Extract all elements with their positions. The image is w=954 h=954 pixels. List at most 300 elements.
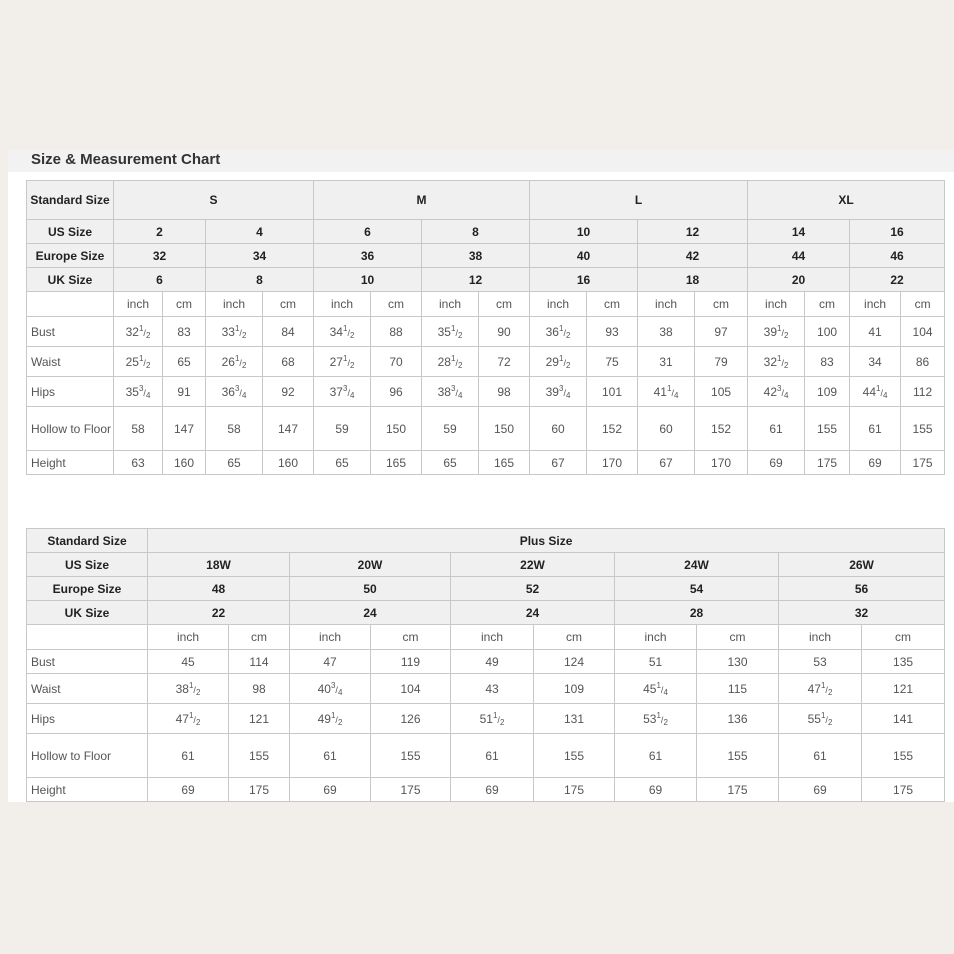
measurement-row bbox=[27, 778, 945, 802]
value-fraction: $^1/_4$ bbox=[656, 680, 668, 697]
europe-size-label: Europe Size bbox=[27, 577, 148, 601]
unit-row-empty bbox=[27, 292, 114, 317]
value-cm: 152 bbox=[587, 407, 638, 451]
uk-size-cell: 24 bbox=[451, 601, 615, 625]
uk-size-row bbox=[27, 268, 945, 292]
standard-size-header: Standard Size bbox=[27, 181, 114, 220]
group-row bbox=[27, 529, 945, 553]
value-fraction: $^1/_4$ bbox=[876, 383, 888, 400]
value-cm: 97 bbox=[695, 317, 748, 347]
europe-size-cell: 42 bbox=[638, 244, 748, 268]
value-cm: 155 bbox=[901, 407, 945, 451]
value-inch bbox=[290, 704, 371, 734]
unit-inch: inch bbox=[850, 292, 901, 317]
value-inch bbox=[290, 674, 371, 704]
us-size-label: US Size bbox=[27, 553, 148, 577]
value-cm: 126 bbox=[371, 704, 451, 734]
unit-cm: cm bbox=[479, 292, 530, 317]
unit-cm: cm bbox=[534, 625, 615, 650]
uk-size-cell: 24 bbox=[290, 601, 451, 625]
measurement-label: Bust bbox=[27, 317, 114, 347]
value-whole: 38 bbox=[175, 681, 189, 696]
value-inch: 47 bbox=[290, 650, 371, 674]
value-inch: 61 bbox=[451, 734, 534, 778]
us-size-cell: 14 bbox=[748, 220, 850, 244]
value-inch: 43 bbox=[451, 674, 534, 704]
value-whole: 40 bbox=[317, 681, 331, 696]
group-header-xl: XL bbox=[748, 181, 945, 220]
value-inch: 61 bbox=[748, 407, 805, 451]
value-cm: 104 bbox=[371, 674, 451, 704]
value-inch bbox=[422, 377, 479, 407]
value-whole: 26 bbox=[221, 354, 235, 369]
value-cm: 93 bbox=[587, 317, 638, 347]
uk-size-row bbox=[27, 601, 945, 625]
value-cm: 98 bbox=[229, 674, 290, 704]
value-whole: 47 bbox=[175, 711, 189, 726]
value-inch: 61 bbox=[148, 734, 229, 778]
us-size-cell: 24W bbox=[615, 553, 779, 577]
value-whole: 34 bbox=[329, 324, 343, 339]
value-cm: 88 bbox=[371, 317, 422, 347]
measurement-row bbox=[27, 377, 945, 407]
value-cm: 175 bbox=[805, 451, 850, 475]
unit-cm: cm bbox=[697, 625, 779, 650]
europe-size-cell: 38 bbox=[422, 244, 530, 268]
value-cm: 152 bbox=[695, 407, 748, 451]
value-whole: 32 bbox=[125, 324, 139, 339]
value-cm: 65 bbox=[163, 347, 206, 377]
value-fraction: $^3/_4$ bbox=[138, 383, 151, 400]
unit-cm: cm bbox=[587, 292, 638, 317]
value-cm: 86 bbox=[901, 347, 945, 377]
value-cm: 100 bbox=[805, 317, 850, 347]
value-inch: 69 bbox=[615, 778, 697, 802]
value-cm: 147 bbox=[263, 407, 314, 451]
value-fraction: $^1/_2$ bbox=[138, 323, 151, 340]
value-fraction: $^1/_4$ bbox=[666, 383, 679, 400]
value-whole: 53 bbox=[643, 711, 657, 726]
value-cm: 70 bbox=[371, 347, 422, 377]
measurement-row bbox=[27, 317, 945, 347]
uk-size-cell: 22 bbox=[148, 601, 290, 625]
us-size-cell: 26W bbox=[779, 553, 945, 577]
measurement-label: Hollow to Floor bbox=[27, 734, 148, 778]
us-size-cell: 10 bbox=[530, 220, 638, 244]
uk-size-label: UK Size bbox=[27, 601, 148, 625]
value-inch bbox=[779, 674, 862, 704]
measurement-row bbox=[27, 407, 945, 451]
unit-inch: inch bbox=[314, 292, 371, 317]
value-inch bbox=[748, 377, 805, 407]
europe-size-cell: 40 bbox=[530, 244, 638, 268]
measurement-row bbox=[27, 347, 945, 377]
uk-size-cell: 6 bbox=[114, 268, 206, 292]
value-whole: 32 bbox=[763, 354, 778, 369]
value-cm: 91 bbox=[163, 377, 206, 407]
value-inch bbox=[748, 347, 805, 377]
unit-row-empty bbox=[27, 625, 148, 650]
value-inch: 61 bbox=[779, 734, 862, 778]
uk-size-cell: 12 bbox=[422, 268, 530, 292]
value-cm: 72 bbox=[479, 347, 530, 377]
value-whole: 36 bbox=[221, 384, 235, 399]
value-inch: 69 bbox=[148, 778, 229, 802]
us-size-cell: 8 bbox=[422, 220, 530, 244]
unit-cm: cm bbox=[163, 292, 206, 317]
value-inch bbox=[314, 347, 371, 377]
unit-cm: cm bbox=[371, 625, 451, 650]
europe-size-cell: 54 bbox=[615, 577, 779, 601]
measurement-label: Waist bbox=[27, 674, 148, 704]
value-inch bbox=[314, 317, 371, 347]
value-cm: 175 bbox=[862, 778, 945, 802]
value-fraction: $^1/_2$ bbox=[342, 353, 355, 370]
value-inch bbox=[530, 377, 587, 407]
size-table-standard bbox=[26, 180, 945, 475]
unit-cm: cm bbox=[862, 625, 945, 650]
value-whole: 35 bbox=[437, 324, 451, 339]
value-whole: 27 bbox=[329, 354, 343, 369]
value-inch: 65 bbox=[422, 451, 479, 475]
value-inch bbox=[530, 317, 587, 347]
value-inch: 59 bbox=[314, 407, 371, 451]
measurement-label: Height bbox=[27, 451, 114, 475]
value-cm: 155 bbox=[534, 734, 615, 778]
value-cm: 79 bbox=[695, 347, 748, 377]
value-inch: 61 bbox=[615, 734, 697, 778]
uk-size-cell: 32 bbox=[779, 601, 945, 625]
unit-inch: inch bbox=[530, 292, 587, 317]
value-cm: 170 bbox=[695, 451, 748, 475]
value-cm: 109 bbox=[805, 377, 850, 407]
us-size-label: US Size bbox=[27, 220, 114, 244]
europe-size-cell: 50 bbox=[290, 577, 451, 601]
value-cm: 155 bbox=[229, 734, 290, 778]
unit-cm: cm bbox=[901, 292, 945, 317]
value-whole: 28 bbox=[437, 354, 451, 369]
value-cm: 136 bbox=[697, 704, 779, 734]
value-inch bbox=[114, 377, 163, 407]
europe-size-cell: 32 bbox=[114, 244, 206, 268]
value-fraction: $^1/_2$ bbox=[450, 323, 463, 340]
europe-size-row bbox=[27, 244, 945, 268]
value-cm: 112 bbox=[901, 377, 945, 407]
us-size-row bbox=[27, 553, 945, 577]
size-table-plus bbox=[26, 528, 945, 802]
value-cm: 83 bbox=[805, 347, 850, 377]
europe-size-cell: 46 bbox=[850, 244, 945, 268]
unit-inch: inch bbox=[638, 292, 695, 317]
us-size-cell: 18W bbox=[148, 553, 290, 577]
unit-inch: inch bbox=[114, 292, 163, 317]
us-size-cell: 20W bbox=[290, 553, 451, 577]
value-fraction: $^1/_2$ bbox=[188, 710, 201, 727]
value-inch bbox=[314, 377, 371, 407]
value-whole: 45 bbox=[643, 681, 657, 696]
measurement-row bbox=[27, 674, 945, 704]
value-whole: 39 bbox=[545, 384, 559, 399]
value-fraction: $^1/_2$ bbox=[820, 680, 833, 697]
value-cm: 115 bbox=[697, 674, 779, 704]
value-cm: 141 bbox=[862, 704, 945, 734]
group-header-m: M bbox=[314, 181, 530, 220]
measurement-label: Hips bbox=[27, 704, 148, 734]
measurement-label: Waist bbox=[27, 347, 114, 377]
unit-row bbox=[27, 292, 945, 317]
uk-size-cell: 28 bbox=[615, 601, 779, 625]
value-whole: 38 bbox=[437, 384, 451, 399]
page-title: Size & Measurement Chart bbox=[31, 151, 221, 168]
value-fraction: $^3/_4$ bbox=[558, 383, 571, 400]
value-inch bbox=[615, 674, 697, 704]
value-inch: 69 bbox=[850, 451, 901, 475]
value-inch: 65 bbox=[314, 451, 371, 475]
value-fraction: $^1/_2$ bbox=[558, 323, 571, 340]
value-cm: 165 bbox=[371, 451, 422, 475]
value-cm: 155 bbox=[371, 734, 451, 778]
unit-inch: inch bbox=[451, 625, 534, 650]
value-inch: 65 bbox=[206, 451, 263, 475]
measurement-rows bbox=[27, 650, 945, 802]
europe-size-cell: 48 bbox=[148, 577, 290, 601]
value-cm: 155 bbox=[697, 734, 779, 778]
value-fraction: $^1/_2$ bbox=[656, 710, 668, 727]
value-cm: 124 bbox=[534, 650, 615, 674]
europe-size-cell: 34 bbox=[206, 244, 314, 268]
uk-size-cell: 16 bbox=[530, 268, 638, 292]
unit-inch: inch bbox=[779, 625, 862, 650]
value-cm: 155 bbox=[862, 734, 945, 778]
value-fraction: $^1/_2$ bbox=[492, 710, 505, 727]
value-cm: 150 bbox=[479, 407, 530, 451]
measurement-label: Height bbox=[27, 778, 148, 802]
value-whole: 49 bbox=[317, 711, 331, 726]
europe-size-cell: 44 bbox=[748, 244, 850, 268]
value-fraction: $^1/_2$ bbox=[342, 323, 355, 340]
value-cm: 155 bbox=[805, 407, 850, 451]
value-inch: 61 bbox=[850, 407, 901, 451]
value-cm: 130 bbox=[697, 650, 779, 674]
unit-inch: inch bbox=[206, 292, 263, 317]
us-size-row bbox=[27, 220, 945, 244]
value-inch: 67 bbox=[530, 451, 587, 475]
unit-inch: inch bbox=[748, 292, 805, 317]
measurement-row bbox=[27, 704, 945, 734]
value-cm: 165 bbox=[479, 451, 530, 475]
value-inch: 69 bbox=[451, 778, 534, 802]
value-fraction: $^3/_4$ bbox=[330, 680, 343, 697]
value-cm: 84 bbox=[263, 317, 314, 347]
value-fraction: $^1/_2$ bbox=[234, 323, 247, 340]
value-inch bbox=[148, 674, 229, 704]
us-size-cell: 12 bbox=[638, 220, 748, 244]
value-whole: 41 bbox=[653, 384, 667, 399]
unit-row bbox=[27, 625, 945, 650]
europe-size-cell: 56 bbox=[779, 577, 945, 601]
europe-size-cell: 52 bbox=[451, 577, 615, 601]
measurement-rows bbox=[27, 317, 945, 475]
value-inch bbox=[451, 704, 534, 734]
value-cm: 135 bbox=[862, 650, 945, 674]
measurement-row bbox=[27, 650, 945, 674]
value-inch: 60 bbox=[530, 407, 587, 451]
value-fraction: $^1/_2$ bbox=[450, 353, 463, 370]
group-header-plus: Plus Size bbox=[148, 529, 945, 553]
value-cm: 98 bbox=[479, 377, 530, 407]
group-row bbox=[27, 181, 945, 220]
standard-size-header: Standard Size bbox=[27, 529, 148, 553]
value-whole: 29 bbox=[545, 354, 559, 369]
value-inch: 60 bbox=[638, 407, 695, 451]
uk-size-cell: 22 bbox=[850, 268, 945, 292]
value-inch: 69 bbox=[290, 778, 371, 802]
value-fraction: $^1/_2$ bbox=[777, 323, 789, 340]
value-inch bbox=[779, 704, 862, 734]
value-cm: 175 bbox=[229, 778, 290, 802]
unit-cm: cm bbox=[263, 292, 314, 317]
value-inch bbox=[422, 347, 479, 377]
value-cm: 75 bbox=[587, 347, 638, 377]
unit-inch: inch bbox=[615, 625, 697, 650]
value-whole: 37 bbox=[329, 384, 343, 399]
value-inch bbox=[615, 704, 697, 734]
value-whole: 55 bbox=[807, 711, 821, 726]
value-inch: 31 bbox=[638, 347, 695, 377]
us-size-cell: 22W bbox=[451, 553, 615, 577]
value-inch bbox=[206, 377, 263, 407]
group-header-s: S bbox=[114, 181, 314, 220]
value-cm: 83 bbox=[163, 317, 206, 347]
value-fraction: $^3/_4$ bbox=[234, 383, 247, 400]
uk-size-label: UK Size bbox=[27, 268, 114, 292]
value-cm: 92 bbox=[263, 377, 314, 407]
value-whole: 25 bbox=[125, 354, 139, 369]
us-size-cell: 4 bbox=[206, 220, 314, 244]
value-inch: 59 bbox=[422, 407, 479, 451]
value-cm: 68 bbox=[263, 347, 314, 377]
value-inch: 45 bbox=[148, 650, 229, 674]
value-fraction: $^1/_2$ bbox=[777, 353, 789, 370]
measurement-label: Hollow to Floor bbox=[27, 407, 114, 451]
value-whole: 33 bbox=[221, 324, 235, 339]
uk-size-cell: 18 bbox=[638, 268, 748, 292]
value-fraction: $^3/_4$ bbox=[777, 383, 789, 400]
value-inch bbox=[530, 347, 587, 377]
unit-cm: cm bbox=[805, 292, 850, 317]
group-header-l: L bbox=[530, 181, 748, 220]
uk-size-cell: 10 bbox=[314, 268, 422, 292]
value-inch: 63 bbox=[114, 451, 163, 475]
value-cm: 90 bbox=[479, 317, 530, 347]
value-cm: 121 bbox=[229, 704, 290, 734]
us-size-cell: 6 bbox=[314, 220, 422, 244]
us-size-cell: 2 bbox=[114, 220, 206, 244]
value-inch bbox=[422, 317, 479, 347]
measurement-label: Bust bbox=[27, 650, 148, 674]
value-inch: 61 bbox=[290, 734, 371, 778]
value-inch: 69 bbox=[779, 778, 862, 802]
value-cm: 175 bbox=[534, 778, 615, 802]
value-whole: 35 bbox=[125, 384, 139, 399]
value-cm: 96 bbox=[371, 377, 422, 407]
value-cm: 175 bbox=[371, 778, 451, 802]
value-inch: 41 bbox=[850, 317, 901, 347]
value-fraction: $^1/_2$ bbox=[188, 680, 201, 697]
value-cm: 147 bbox=[163, 407, 206, 451]
value-fraction: $^3/_4$ bbox=[342, 383, 355, 400]
value-inch: 53 bbox=[779, 650, 862, 674]
value-fraction: $^3/_4$ bbox=[450, 383, 463, 400]
value-fraction: $^1/_2$ bbox=[138, 353, 151, 370]
value-inch: 51 bbox=[615, 650, 697, 674]
value-inch: 69 bbox=[748, 451, 805, 475]
value-cm: 150 bbox=[371, 407, 422, 451]
unit-inch: inch bbox=[148, 625, 229, 650]
value-whole: 47 bbox=[807, 681, 821, 696]
value-cm: 131 bbox=[534, 704, 615, 734]
value-inch bbox=[114, 347, 163, 377]
measurement-row bbox=[27, 734, 945, 778]
value-inch bbox=[748, 317, 805, 347]
value-whole: 39 bbox=[763, 324, 778, 339]
value-cm: 160 bbox=[263, 451, 314, 475]
value-inch: 58 bbox=[206, 407, 263, 451]
value-cm: 170 bbox=[587, 451, 638, 475]
value-inch bbox=[850, 377, 901, 407]
measurement-label: Hips bbox=[27, 377, 114, 407]
unit-inch: inch bbox=[290, 625, 371, 650]
value-inch bbox=[206, 317, 263, 347]
value-inch: 38 bbox=[638, 317, 695, 347]
value-fraction: $^1/_2$ bbox=[558, 353, 571, 370]
unit-inch: inch bbox=[422, 292, 479, 317]
value-inch bbox=[638, 377, 695, 407]
value-inch: 49 bbox=[451, 650, 534, 674]
value-fraction: $^1/_2$ bbox=[234, 353, 247, 370]
europe-size-row bbox=[27, 577, 945, 601]
value-cm: 104 bbox=[901, 317, 945, 347]
value-cm: 109 bbox=[534, 674, 615, 704]
value-cm: 101 bbox=[587, 377, 638, 407]
us-size-cell: 16 bbox=[850, 220, 945, 244]
value-cm: 119 bbox=[371, 650, 451, 674]
unit-cm: cm bbox=[229, 625, 290, 650]
unit-cm: cm bbox=[695, 292, 748, 317]
uk-size-cell: 20 bbox=[748, 268, 850, 292]
value-inch bbox=[148, 704, 229, 734]
value-inch: 34 bbox=[850, 347, 901, 377]
value-whole: 51 bbox=[479, 711, 493, 726]
value-whole: 36 bbox=[545, 324, 559, 339]
value-whole: 44 bbox=[862, 384, 877, 399]
value-cm: 160 bbox=[163, 451, 206, 475]
value-whole: 42 bbox=[763, 384, 778, 399]
uk-size-cell: 8 bbox=[206, 268, 314, 292]
value-fraction: $^1/_2$ bbox=[330, 710, 343, 727]
value-cm: 121 bbox=[862, 674, 945, 704]
value-inch bbox=[114, 317, 163, 347]
value-inch: 67 bbox=[638, 451, 695, 475]
value-inch: 58 bbox=[114, 407, 163, 451]
value-cm: 105 bbox=[695, 377, 748, 407]
value-inch bbox=[206, 347, 263, 377]
value-fraction: $^1/_2$ bbox=[820, 710, 833, 727]
value-cm: 175 bbox=[901, 451, 945, 475]
measurement-row bbox=[27, 451, 945, 475]
unit-cm: cm bbox=[371, 292, 422, 317]
europe-size-label: Europe Size bbox=[27, 244, 114, 268]
